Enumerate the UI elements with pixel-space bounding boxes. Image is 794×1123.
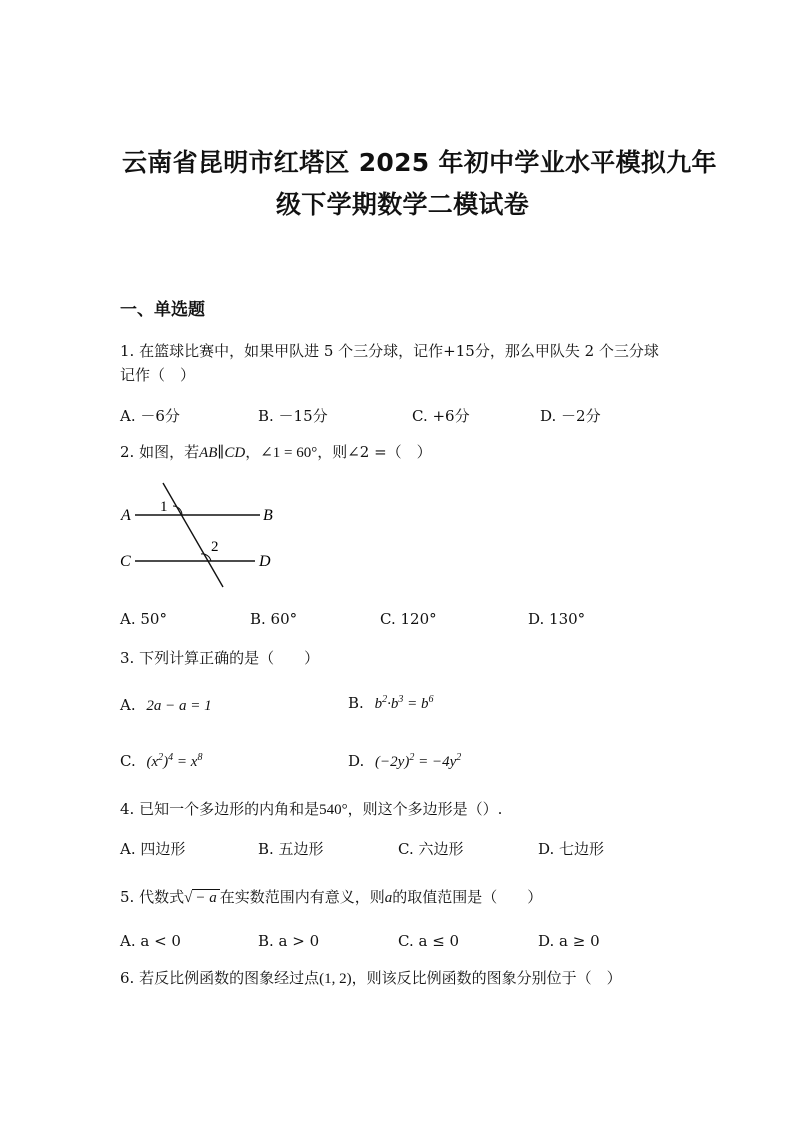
question-6-suffix: ，则该反比例函数的图象分别位于（ ） — [351, 969, 622, 987]
label-a: A — [121, 507, 131, 524]
question-2-option-d: D. 130° — [528, 610, 586, 628]
label-b: B — [263, 507, 273, 524]
question-2-option-c: C. 120° — [380, 610, 437, 628]
question-5-middle: 在实数范围内有意义，则 — [219, 888, 385, 906]
question-1-option-a: A. －6分 — [120, 407, 180, 425]
question-5-option-a: A. a < 0 — [120, 932, 181, 950]
question-1-option-c: C. +6分 — [412, 407, 470, 425]
question-3-option-a-expr: 2a − a = 1 — [146, 698, 212, 714]
question-3-option-c-label: C. — [120, 752, 136, 770]
question-5-text — [120, 886, 542, 909]
question-4-option-d: D. 七边形 — [538, 840, 605, 858]
question-4-suffix: ，则这个多边形是（）. — [347, 800, 503, 818]
question-6-prefix: 6. 若反比例函数的图象经过点 — [120, 969, 320, 987]
label-angle-2: 2 — [211, 539, 219, 555]
question-2-prefix: 2. 如图，若 — [120, 443, 200, 461]
question-4-option-a: A. 四边形 — [120, 840, 186, 858]
question-6-point: (1, 2) — [319, 971, 352, 987]
question-1-text: 1. 在篮球比赛中，如果甲队进 5 个三分球，记作+15分，那么甲队失 2 个三分球 — [120, 342, 659, 360]
question-5-option-c: C. a ≤ 0 — [398, 932, 460, 950]
question-2-text — [120, 441, 432, 464]
question-2-option-b: B. 60° — [250, 610, 298, 628]
question-3-option-b-expr: $b^2\cdot b^3 = b^6$ — [374, 694, 434, 712]
question-4-value: 540° — [319, 802, 348, 818]
label-d: D — [259, 553, 271, 570]
question-3-option-b — [348, 694, 433, 713]
question-3-option-a-label: A. — [120, 696, 136, 714]
page-title-line1: 云南省昆明市红塔区 2025 年初中学业水平模拟九年 — [122, 148, 717, 177]
page-title-line2: 级下学期数学二模试卷 — [276, 190, 530, 219]
label-angle-1: 1 — [160, 499, 168, 515]
question-4-option-b: B. 五边形 — [258, 840, 324, 858]
question-3-option-c-expr: $(x^2)^4 = x^8$ — [146, 752, 203, 770]
question-1-option-b: B. －15分 — [258, 407, 328, 425]
section-heading: 一、单选题 — [120, 300, 205, 320]
question-4-prefix: 4. 已知一个多边形的内角和是 — [120, 800, 320, 818]
question-3-option-d-expr: $(-2y)^2 = -4y^2$ — [375, 752, 462, 770]
question-4-text — [120, 798, 502, 821]
question-3-option-c — [120, 752, 202, 771]
question-1-option-d: D. －2分 — [540, 407, 601, 425]
question-5-variable: a — [384, 890, 393, 906]
question-5-suffix: 的取值范围是（ ） — [392, 888, 543, 906]
sqrt-expression: √ − a — [184, 886, 220, 909]
question-5-option-b: B. a > 0 — [258, 932, 320, 950]
question-1-text-cont: 记作（ ） — [120, 366, 196, 384]
transversal-line — [163, 483, 223, 587]
question-4-option-c: C. 六边形 — [398, 840, 464, 858]
question-2-option-a: A. 50° — [120, 610, 167, 628]
question-5-prefix: 5. 代数式 — [120, 888, 185, 906]
question-6-text — [120, 967, 622, 990]
sqrt-radicand: − a — [192, 889, 219, 906]
label-c: C — [120, 553, 131, 570]
question-2-condition: AB∥CD — [199, 445, 246, 461]
question-5-option-d: D. a ≥ 0 — [538, 932, 600, 950]
question-3-text: 3. 下列计算正确的是（ ） — [120, 649, 320, 667]
question-3-option-a — [120, 696, 212, 715]
question-2-suffix: ，则∠2 =（ ） — [317, 443, 432, 461]
question-3-option-d — [348, 752, 461, 771]
parallel-lines-figure — [110, 478, 290, 593]
question-3-option-d-label: D. — [348, 752, 365, 770]
question-3-option-b-label: B. — [348, 694, 364, 712]
question-2-given-angle: ，∠1 = 60° — [245, 445, 318, 461]
